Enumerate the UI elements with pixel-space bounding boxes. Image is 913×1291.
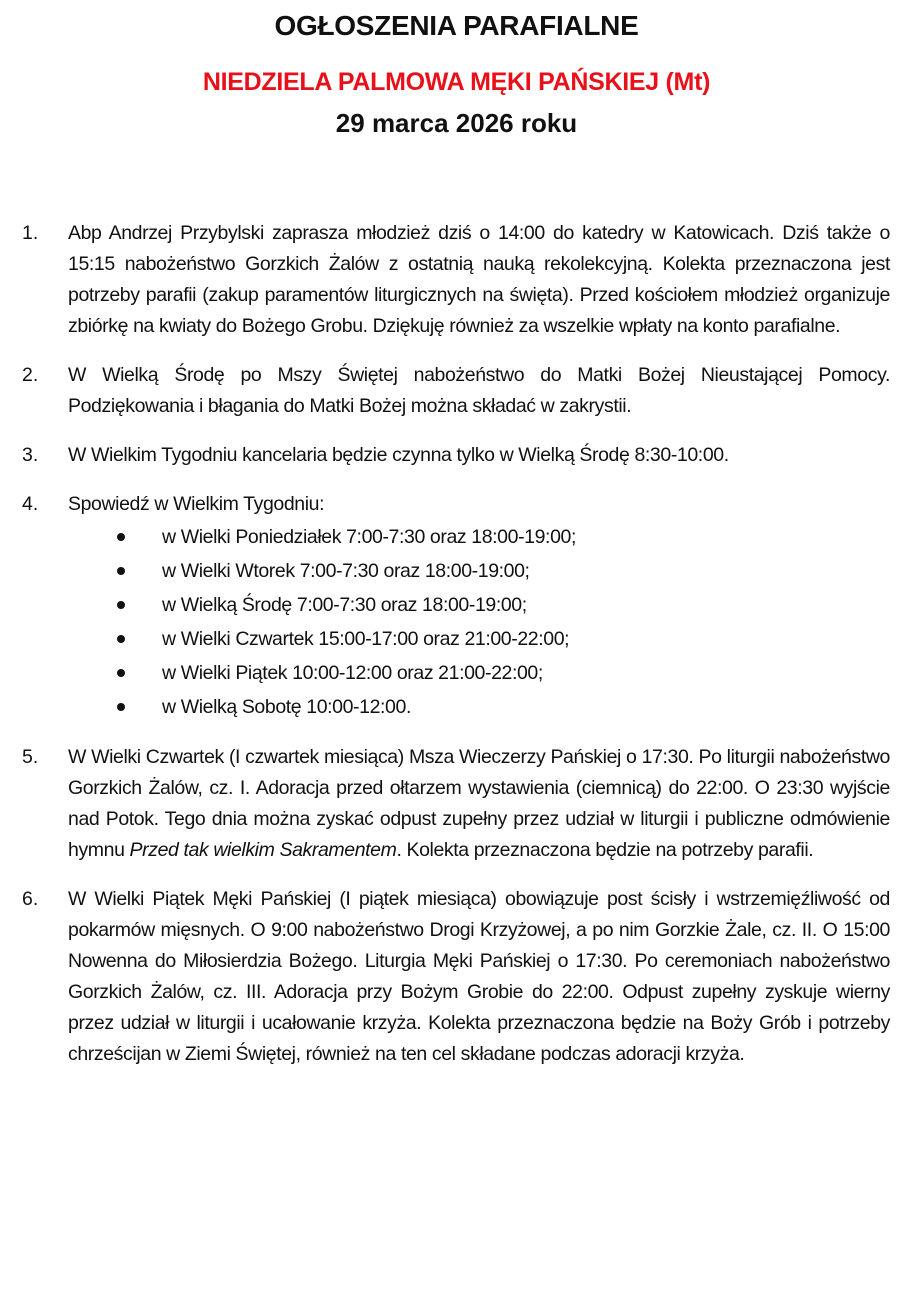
schedule-item [0,588,913,622]
confession-schedule-list [0,520,913,724]
schedule-item [0,622,913,656]
schedule-item [0,656,913,690]
document-date: 29 marca 2026 roku [335,108,578,138]
schedule-item [0,690,913,724]
item-number: 3. [22,444,39,466]
announcements-list [0,218,913,1088]
item-text [68,742,890,866]
schedule-text: w Wielki Wtorek 7:00-7:30 oraz 18:00-19:00; [162,560,530,582]
schedule-text: w Wielki Poniedziałek 7:00-7:30 oraz 18:00-19:00; [162,526,576,548]
bullet-icon [117,533,125,541]
announcement-item [0,742,913,866]
liturgical-day-title: NIEDZIELA PALMOWA MĘKI PAŃSKIEJ (Mt) [202,68,711,96]
announcement-item [0,884,913,1070]
item-number: 4. [22,493,39,515]
item-number: 2. [22,364,39,386]
item-text: W Wielki Piątek Męki Pańskiej (I piątek miesiąca) obowiązuje post ścisły i wstrzemięźliwość od pokarmów mięsnych. O 9:00 nabożeństwo Drogi Krzyżowej, a po nim Gorzkie Żale, cz. II. O 15:00 Nowenna do Miłosierdzia Bożego. Liturgia Męki Pańskiej o 17:30. Po ceremoniach nabożeństwo Gorzkich Żalów, cz. III. Adoracja przy Bożym Grobie do 22:00. Odpust zupełny zyskuje wierny przez udział w liturgii i ucałowanie krzyża. Kolekta przeznaczona będzie na Boży Grób i potrzeby chrześcijan w Ziemi Świętej, również na ten cel składane podczas adoracji krzyża. [68,888,890,1065]
schedule-item [0,554,913,588]
item-number: 1. [22,222,39,244]
announcement-item [0,360,913,422]
item-text-end: . Kolekta przeznaczona będzie na potrzeby parafii. [396,839,814,861]
item-text: Abp Andrzej Przybylski zaprasza młodzież dziś o 14:00 do katedry w Katowicach. Dziś także o 15:15 nabożeństwo Gorzkich Żalów z ostatnią nauką rekolekcyjną. Kolekta przeznaczona jest potrzeby parafii (zakup paramentów liturgicznych na święta). Przed kościołem młodzież organizuje zbiórkę na kwiaty do Bożego Grobu. Dziękuję również za wszelkie wpłaty na konto parafialne. [68,222,890,337]
item-text: W Wielką Środę po Mszy Świętej nabożeństwo do Matki Bożej Nieustającej Pomocy. Podziękowania i błagania do Matki Bożej można składać w zakrystii. [68,364,890,417]
announcement-item [0,440,913,471]
announcement-item [0,218,913,342]
bullet-icon [117,635,125,643]
bullet-icon [117,601,125,609]
item-text: Spowiedź w Wielkim Tygodniu: [68,493,325,515]
item-number: 6. [22,888,39,910]
hymn-title: Przed tak wielkim Sakramentem [129,839,397,861]
bullet-icon [117,669,125,677]
schedule-text: w Wielką Sobotę 10:00-12:00. [162,696,411,718]
schedule-text: w Wielki Czwartek 15:00-17:00 oraz 21:00-22:00; [162,628,570,650]
schedule-text: w Wielką Środę 7:00-7:30 oraz 18:00-19:00; [162,594,527,616]
item-text: W Wielkim Tygodniu kancelaria będzie czynna tylko w Wielką Środę 8:30-10:00. [68,444,729,466]
schedule-item [0,520,913,554]
item-number: 5. [22,746,39,768]
item-text-start: W Wielki Czwartek (I czwartek miesiąca) Msza Wieczerzy Pańskiej o 17:30. Po liturgii nabożeństwo Gorzkich Żalów, cz. I. Adoracja przed ołtarzem wystawienia (ciemnicą) do 22:00. O 23:30 wyjście nad Potok. Tego dnia można zyskać odpust zupełny przez udział w liturgii i publiczne odmówienie hymnu [68,746,890,861]
bullet-icon [117,703,125,711]
announcement-item [0,489,913,724]
schedule-text: w Wielki Piątek 10:00-12:00 oraz 21:00-22:00; [162,662,543,684]
document-title: OGŁOSZENIA PARAFIALNE [274,10,639,41]
bullet-icon [117,567,125,575]
